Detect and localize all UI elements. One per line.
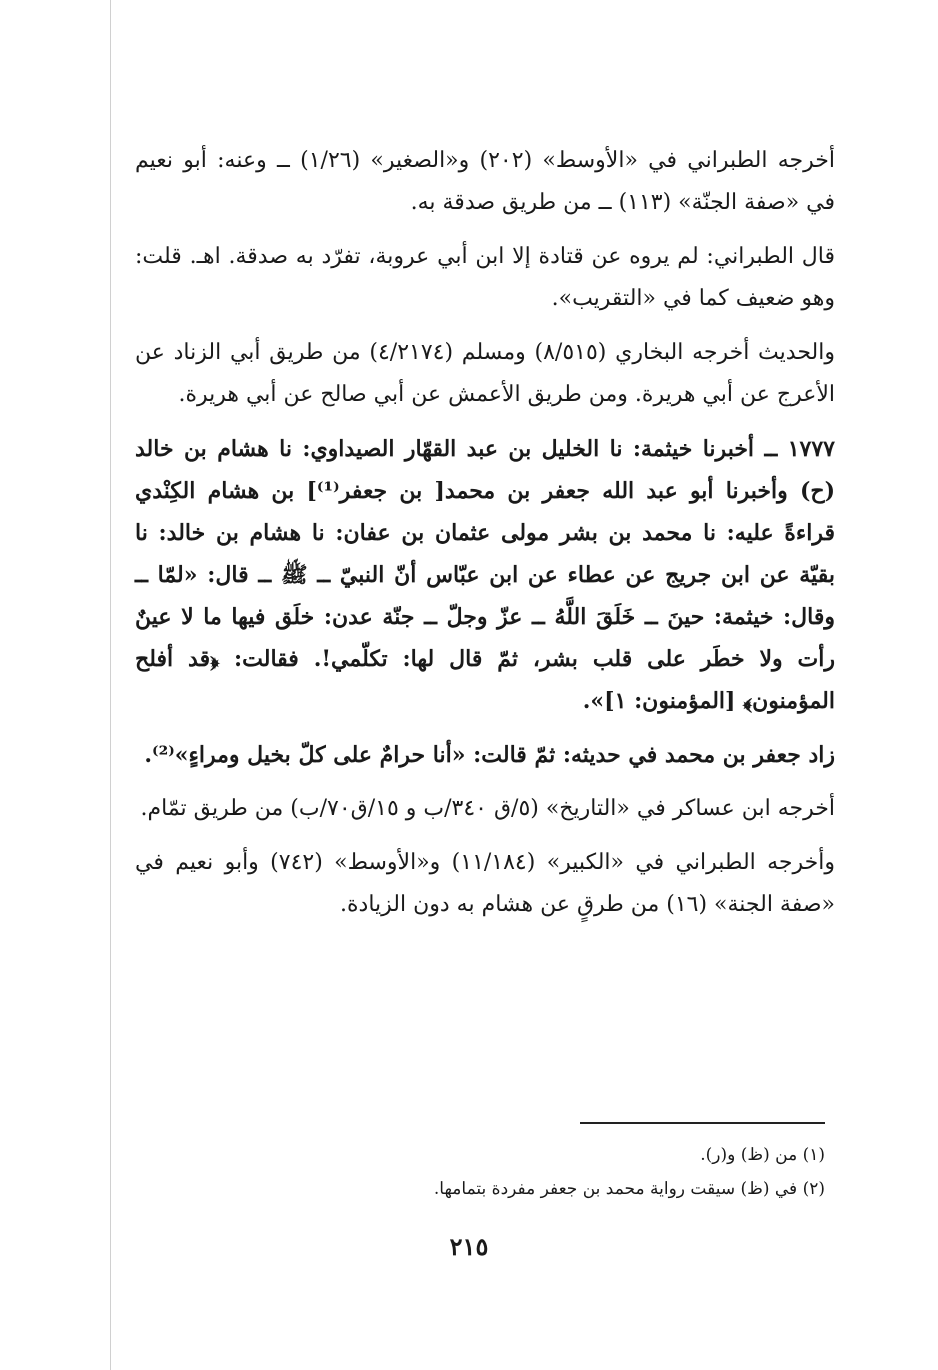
- hadith-addition: زاد جعفر بن محمد في حديثه: ثمّ قالت: «أنا حرامٌ على كلّ بخيل ومراءٍ»⁽²⁾.: [144, 742, 835, 768]
- paragraph-bukhari-muslim: والحديث أخرجه البخاري (٨/٥١٥) ومسلم (٤/٢١٧٤) من طريق أبي الزناد عن الأعرج عن أبي هريرة. ومن طريق الأعمش عن أبي صالح عن أبي هريرة.: [135, 340, 835, 407]
- footnote-separator: [580, 1122, 825, 1124]
- page-number: ٢١٥: [449, 1232, 489, 1261]
- hadith-text: أخبرنا خيثمة: نا الخليل بن عبد القهّار الصيداوي: نا هشام بن خالد (ح) وأخبرنا أبو عبد الله جعفر بن محمد[ بن جعفر⁽¹⁾] بن هشام الكِنْدي قراءةً عليه: نا محمد بن بشر مولى عثمان بن عفان: نا هشام بن خالد: نا بقيّة عن ابن جريج عن عطاء عن ابن عبّاس أنّ النبيّ ــ ﷺ ــ قال: «لمّا ــ وقال: خيثمة: حينَ ــ خَلَقَ اللَّهُ ــ عزّ وجلّ ــ جنّة عدن: خلَق فيها ما لا عينٌ رأت ولا خطَر على قلب بشر، ثمّ قال لها: تكلّمي!. فقالت: ﴿قد أفلح المؤمنون﴾ [المؤمنون: ١]».: [135, 436, 835, 714]
- footnotes: [135, 1138, 825, 1206]
- paragraph-tabarani-comment: قال الطبراني: لم يروه عن قتادة إلا ابن أبي عروبة، تفرّد به صدقة. اهـ. قلت: وهو ضعيف كما في «التقريب».: [135, 244, 835, 311]
- footnote-2: (٢) في (ظ) سيقت رواية محمد بن جعفر مفردة بتمامها.: [433, 1179, 825, 1199]
- margin-rule: [110, 0, 111, 1370]
- paragraph-takhrij-1: أخرجه الطبراني في «الأوسط» (٢٠٢) و«الصغير» (١/٢٦) ــ وعنه: أبو نعيم في «صفة الجنّة» (١١٣) ــ من طريق صدقة به.: [135, 148, 835, 215]
- paragraph-ibn-asakir: أخرجه ابن عساكر في «التاريخ» (٥/ق ٣٤٠/ب و ١٥/ق٧٠/ب) من طريق تمّام.: [140, 796, 835, 821]
- hadith-number: ١٧٧٧ ــ: [764, 436, 835, 462]
- page-body: [135, 140, 835, 938]
- paragraph-tabarani-kabir: وأخرجه الطبراني في «الكبير» (١١/١٨٤) و«الأوسط» (٧٤٢) وأبو نعيم في «صفة الجنة» (١٦) من طرقٍ عن هشام به دون الزيادة.: [135, 850, 835, 917]
- footnote-1: (١) من (ظ) و(ر).: [700, 1145, 825, 1165]
- hadith-1777: [135, 428, 835, 722]
